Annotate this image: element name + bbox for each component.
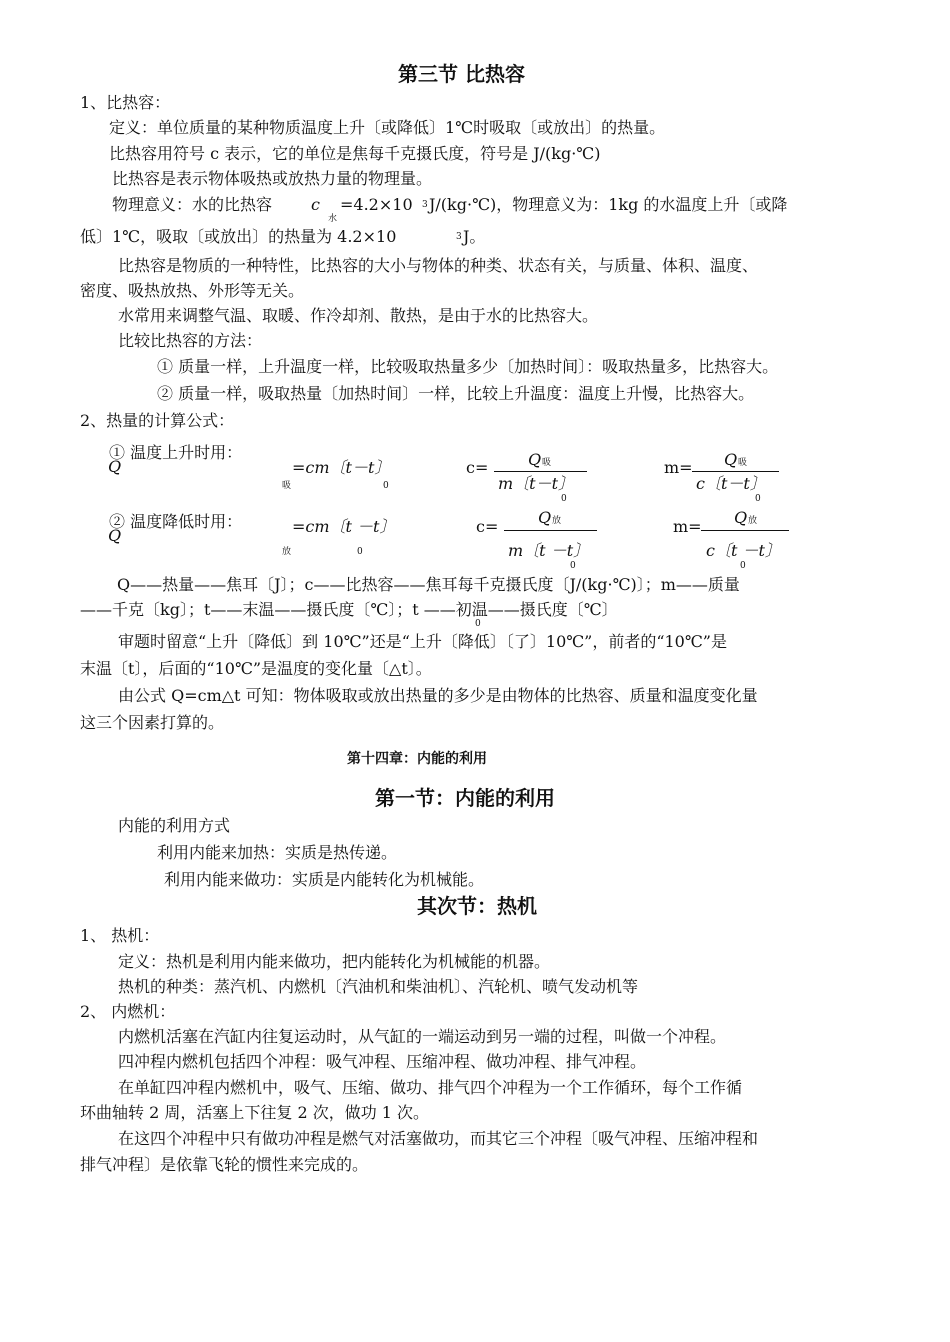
- paragraph: 密度、吸热放热、外形等无关。: [80, 281, 305, 300]
- formula-label: ① 温度上升时用：: [109, 443, 243, 462]
- list-item: 利用内能来做功：实质是内能转化为机械能。: [164, 870, 485, 889]
- section-title: 第三节 比热容: [398, 62, 525, 86]
- paragraph: J/(kg·℃)，物理意义为：1kg 的水温度上升〔或降: [429, 195, 788, 214]
- paragraph: 环曲轴转 2 周，活塞上下往复 2 次，做功 1 次。: [80, 1103, 430, 1122]
- paragraph: 这三个因素打算的。: [80, 713, 225, 732]
- formula-m-equals: m=: [673, 517, 702, 536]
- subscript: 0: [570, 561, 576, 571]
- paragraph: 定义：单位质量的某种物质温度上升〔或降低〕1℃时吸取〔或放出〕的热量。: [109, 118, 666, 137]
- formula-c-equals: c=: [466, 458, 489, 477]
- paragraph: 水常用来调整气温、取暖、作冷却剂、散热，是由于水的比热容大。: [118, 306, 599, 325]
- paragraph: 在这四个冲程中只有做功冲程是燃气对活塞做功，而其它三个冲程〔吸气冲程、压缩冲程和: [118, 1129, 759, 1148]
- paragraph: 末温〔t〕，后面的“10℃”是温度的变化量〔△t〕。: [80, 659, 432, 678]
- paragraph: 内燃机活塞在汽缸内往复运动时，从气缸的一端运动到另一端的过程，叫做一个冲程。: [118, 1027, 727, 1046]
- paragraph: 四冲程内燃机包括四个冲程：吸气冲程、压缩冲程、做功冲程、排气冲程。: [118, 1052, 647, 1071]
- paragraph: 热机的种类：蒸汽机、内燃机〔汽油机和柴油机〕、汽轮机、喷气发动机等: [118, 977, 639, 996]
- subscript: 0: [561, 494, 567, 504]
- subscript: 0: [740, 561, 746, 571]
- fraction-bar: [494, 471, 587, 472]
- fraction-denominator: c〔t－t〕: [696, 474, 766, 493]
- paragraph: 排气冲程〕是依靠飞轮的惯性来完成的。: [80, 1155, 369, 1174]
- paragraph: 由公式 Q=cm△t 可知：物体吸取或放出热量的多少是由物体的比热容、质量和温度变化量: [118, 686, 758, 705]
- subscript: 0: [357, 547, 363, 557]
- paragraph: 比热容是表示物体吸热或放热力量的物理量。: [112, 169, 433, 188]
- symbol-c: c: [311, 195, 320, 214]
- section-title: 其次节：热机: [417, 894, 537, 918]
- paragraph: J。: [463, 227, 486, 246]
- paragraph: 物理意义：水的比热容: [112, 195, 273, 214]
- formula-symbol-q: Q: [108, 526, 122, 545]
- subscript: 0: [755, 494, 761, 504]
- subscript: 放: [282, 547, 292, 557]
- paragraph: 比热容用符号 c 表示，它的单位是焦每千克摄氏度，符号是 J/(kg·℃): [109, 144, 601, 163]
- paragraph: 在单缸四冲程内燃机中，吸气、压缩、做功、排气四个冲程为一个工作循环，每个工作循: [118, 1078, 743, 1097]
- section-title: 第一节：内能的利用: [375, 786, 555, 810]
- fraction-numerator: Q: [724, 450, 738, 469]
- formula-symbol-q: Q: [108, 457, 122, 476]
- subscript: 0: [383, 481, 389, 491]
- subscript: 0: [475, 619, 481, 629]
- paragraph: 定义：热机是利用内能来做功，把内能转化为机械能的机器。: [118, 952, 551, 971]
- fraction-bar: [504, 530, 597, 531]
- subscript: 吸: [542, 458, 552, 468]
- superscript: 3: [456, 232, 462, 242]
- formula-label: ② 温度降低时用：: [109, 512, 243, 531]
- fraction-bar: [692, 471, 779, 472]
- subscript: 放: [552, 516, 562, 526]
- paragraph: 比较比热容的方法：: [118, 331, 263, 350]
- formula-c-equals: c=: [476, 517, 499, 536]
- legend-line: ——千克〔kg〕；t——末温——摄氏度〔℃〕；t ——初温——摄氏度〔℃〕: [80, 600, 618, 619]
- fraction-denominator: c〔t －t〕: [706, 541, 781, 560]
- formula-m-equals: m=: [664, 458, 693, 477]
- fraction-denominator: m〔t－t〕: [498, 474, 575, 493]
- subscript: 放: [748, 516, 758, 526]
- superscript: 3: [422, 200, 428, 210]
- paragraph: 审题时留意“上升〔降低〕到 10℃”还是“上升〔降低〕〔了〕10℃”，前者的“10℃”是: [118, 632, 727, 651]
- fraction-numerator: Q: [734, 508, 748, 527]
- item-heading: 1、 热机：: [80, 926, 160, 945]
- list-item: 利用内能来加热：实质是热传递。: [157, 843, 398, 862]
- fraction-numerator: Q: [528, 450, 542, 469]
- item-heading: 2、 内燃机：: [80, 1002, 176, 1021]
- paragraph: 比热容是物质的一种特性，比热容的大小与物体的种类、状态有关，与质量、体积、温度、: [118, 256, 759, 275]
- item-heading: 2、热量的计算公式：: [80, 411, 235, 430]
- subscript: 吸: [282, 481, 292, 491]
- value: =4.2×10: [340, 195, 413, 214]
- subscript: 水: [328, 214, 338, 224]
- fraction-bar: [701, 530, 789, 531]
- paragraph: 低〕1℃，吸取〔或放出〕的热量为 4.2×10: [80, 227, 397, 246]
- formula-main: =cm〔t －t〕: [292, 517, 396, 536]
- fraction-denominator: m〔t －t〕: [508, 541, 590, 560]
- chapter-title: 第十四章：内能的利用: [347, 751, 487, 767]
- formula-main: =cm〔t－t〕: [292, 458, 391, 477]
- fraction-numerator: Q: [538, 508, 552, 527]
- item-heading: 1、比热容：: [80, 93, 171, 112]
- subscript: 吸: [738, 458, 748, 468]
- paragraph: 内能的利用方式: [118, 816, 231, 835]
- list-item: ① 质量一样，上升温度一样，比较吸取热量多少〔加热时间〕：吸取热量多，比热容大。: [157, 357, 779, 376]
- legend-line: Q——热量——焦耳〔J〕；c——比热容——焦耳每千克摄氏度〔J/(kg·℃)〕；m——质量: [117, 575, 740, 594]
- list-item: ② 质量一样，吸取热量〔加热时间〕一样，比较上升温度：温度上升慢，比热容大。: [157, 384, 755, 403]
